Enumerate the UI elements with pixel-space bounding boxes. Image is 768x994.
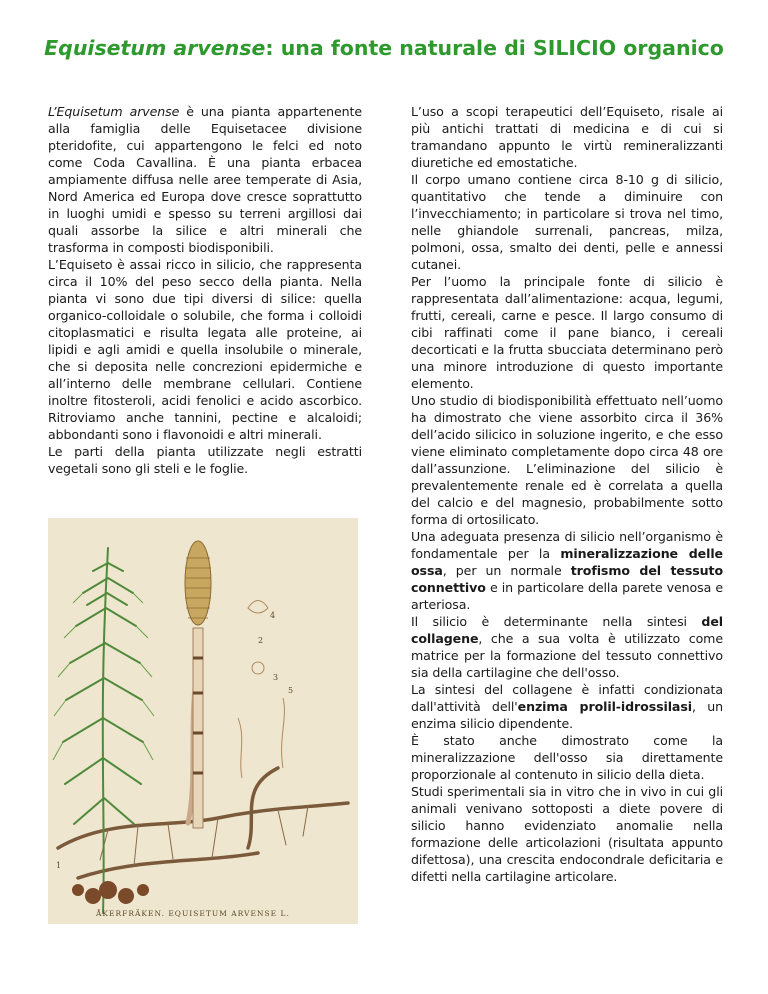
title-rest: : una fonte naturale di SILICIO organico — [265, 36, 724, 60]
page-title — [0, 36, 768, 60]
right-paragraph-8: È stato anche dimostrato come la mineralizzazione dell'osso sia direttamente proporzionale al contenuto in silicio della dieta. — [411, 733, 723, 782]
spore-cone — [185, 541, 211, 625]
figure-number-4: 4 — [270, 611, 277, 620]
text-span: Una adeguata presenza di silicio nell’organismo è fondamentale per la — [411, 529, 723, 561]
title-species: Equisetum arvense — [44, 36, 266, 60]
figure-number-1: 1 — [56, 861, 63, 870]
right-paragraph-4: Uno studio di biodisponibilità effettuato nell’uomo ha dimostrato che viene assorbito circa il 36% dell’acido silicico in soluzione ingerito, e che esso viene eliminato completamente dopo circa 48 ore dall’assunzione. L’eliminazione del silicio è prevalentemente renale ed è correlata a quella del calcio e del magnesio, probabilmente sotto forma di ortosilicato. — [411, 393, 723, 527]
text-span: Il silicio è determinante nella sintesi — [411, 614, 702, 629]
right-paragraph-2: Il corpo umano contiene circa 8-10 g di silicio, quantitativo che tende a diminuire con l’invecchiamento; in particolare si trova nel timo, nelle ghiandole surrenali, pancreas, milza, polmoni, ossa, smalto dei denti, pelle e annessi cutanei. — [411, 172, 723, 272]
plate-caption: ÅKERFRÄKEN. EQUISETUM ARVENSE L. — [96, 909, 290, 918]
figure-number-3: 3 — [273, 673, 280, 682]
left-column — [48, 103, 362, 477]
left-paragraph-2: L’Equiseto è assai ricco in silicio, che rappresenta circa il 10% del peso secco della pianta. Nella pianta vi sono due tipi diversi di silice: quella organico-colloidale o solubile, che forma i colloidi citoplasmatici e risulta legata alle proteine, ai lipidi e agli amidi e quella insolubile o minerale, che si deposita nelle concrezioni epidermiche e all’interno delle membrane cellulari. Contiene inoltre fitosteroli, acidi fenolici e acido ascorbico. Ritroviamo anche tannini, pectine e alcaloidi; abbondanti sono i flavonoidi e altri minerali. — [48, 257, 362, 442]
right-paragraph-5 — [411, 528, 723, 613]
left-paragraph-3: Le parti della pianta utilizzate negli estratti vegetali sono gli steli e le foglie. — [48, 444, 362, 476]
text-span: , un enzima silicio dipendente. — [411, 699, 723, 731]
rhizome-lower — [78, 853, 258, 878]
left-paragraph-1-text: è una pianta appartenente alla famiglia delle Equisetacee divisione pteridofite, cui appartengono le felci ed noto come Coda Cavallina. È una pianta erbacea ampiamente diffusa nelle aree temperate di Asia, Nord America ed Europa dove cresce soprattutto in luoghi umidi e spesso su terreni argillosi dai quali assorbe la silice e altri minerali che trasforma in composti biodisponibili. — [48, 104, 362, 255]
right-paragraph-7 — [411, 681, 723, 732]
left-paragraph-1 — [48, 103, 362, 256]
fertile-stem — [185, 541, 211, 828]
species-name: L’Equisetum arvense — [48, 104, 180, 119]
tubers — [72, 881, 149, 904]
right-paragraph-9: Studi sperimentali sia in vitro che in vivo in cui gli animali venivano sottoposti a diete povere di silicio hanno evidenziato anomalie nella formazione delle articolazioni (risultata appunto difettosa), una crescita endocondrale deficitaria e difetti nella cartilagine articolare. — [411, 784, 723, 884]
right-paragraph-1: L’uso a scopi terapeutici dell’Equiseto, risale ai più antichi trattati di medicina e di cui si tramandano appunto le virtù remineralizzanti diuretiche ed emostatiche. — [411, 104, 723, 170]
figure-number-2: 2 — [258, 636, 265, 645]
bold-term: trofismo del tessuto connettivo — [411, 563, 723, 595]
sterile-stem — [63, 548, 143, 913]
bold-term: mineralizzazione delle ossa — [411, 546, 723, 578]
text-span: La sintesi del collagene è infatti condizionata dall'attività dell' — [411, 682, 723, 714]
figure-number-5: 5 — [288, 686, 295, 695]
right-paragraph-6 — [411, 613, 723, 681]
equisetum-plant-drawing — [48, 518, 358, 924]
text-span: , per un normale — [442, 563, 571, 578]
detail-drawings — [238, 601, 284, 779]
right-paragraph-3: Per l’uomo la principale fonte di silicio è rappresentata dall’alimentazione: acqua, legumi, frutti, cereali, carne e pesce. Il largo consumo di cibi raffinati come il pane bianco, i cereali decorticati e la frutta sbucciata determinano però una minore introduzione di questo importante elemento. — [411, 274, 723, 391]
right-column — [411, 103, 723, 885]
bold-term: enzima prolil-idrossilasi — [517, 699, 692, 714]
text-span: e in particolare della parete venosa e arteriosa. — [411, 580, 723, 612]
botanical-illustration — [48, 518, 358, 924]
text-span: , che a sua volta è utilizzato come matrice per la formazione del tessuto connettivo sia della cartilagine che dell'osso. — [411, 631, 723, 680]
bold-term: del collagene — [411, 614, 723, 646]
